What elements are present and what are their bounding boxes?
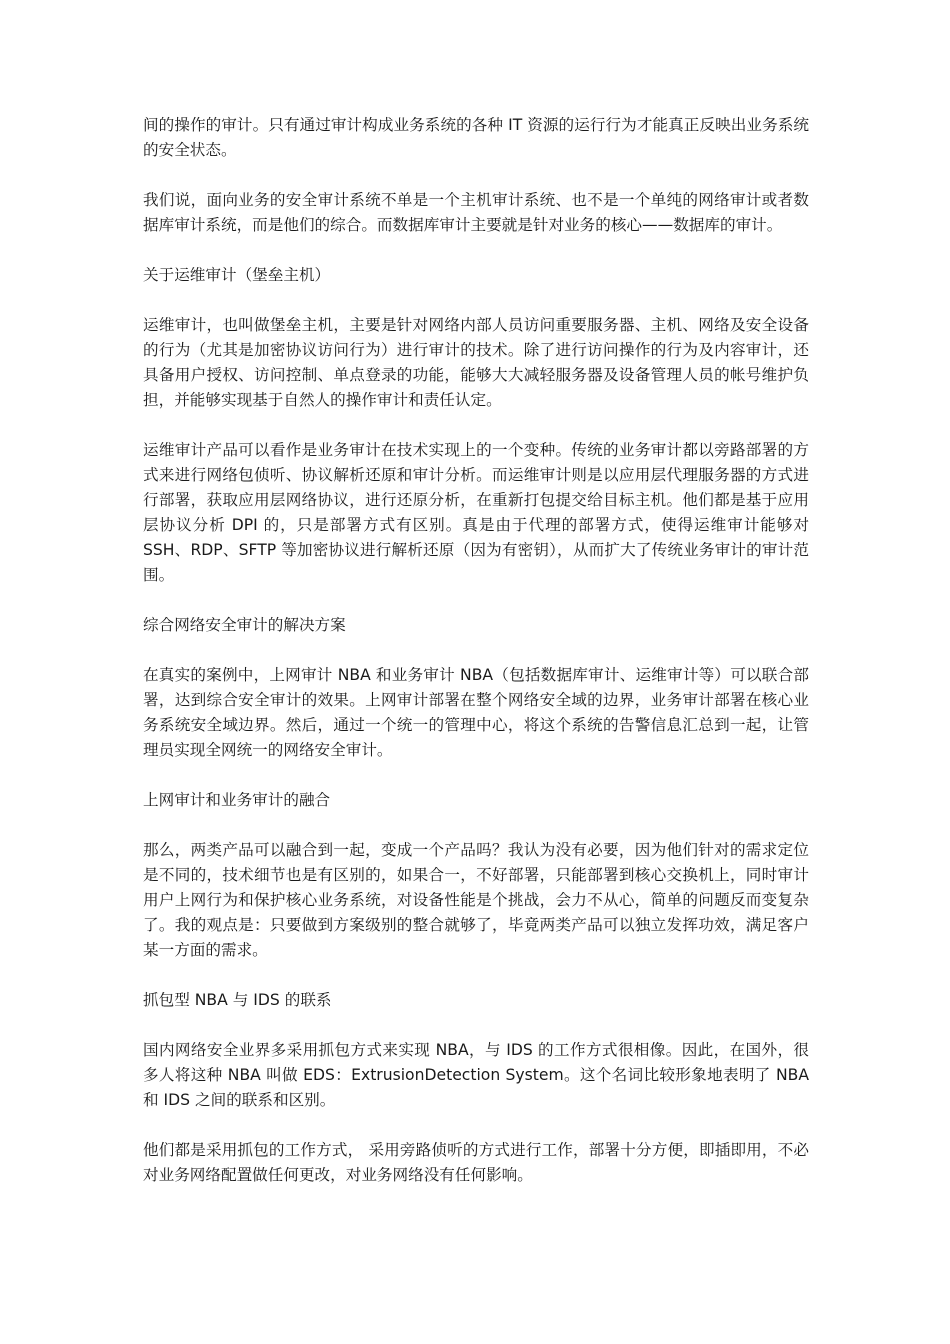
paragraph-nba-ids-relation: 国内网络安全业界多采用抓包方式来实现 NBA，与 IDS 的工作方式很相像。因此，在国外，很多人将这种 NBA 叫做 EDS：ExtrusionDetection System。这个名词比较形象地表明了 NBA 和 IDS 之间的联系和区别。 — [143, 1041, 809, 1109]
section-heading-fusion: 上网审计和业务审计的融合 — [143, 791, 331, 809]
section-heading-nba-ids: 抓包型 NBA 与 IDS 的联系 — [143, 991, 332, 1009]
paragraph-bypass-deployment: 他们都是采用抓包的工作方式， 采用旁路侦听的方式进行工作，部署十分方便，即插即用，不必对业务网络配置做任何更改，对业务网络没有任何影响。 — [143, 1141, 809, 1184]
section-heading-solution: 综合网络安全审计的解决方案 — [143, 616, 346, 634]
paragraph-business-audit-system: 我们说，面向业务的安全审计系统不单是一个主机审计系统、也不是一个单纯的网络审计或者数据库审计系统，而是他们的综合。而数据库审计主要就是针对业务的核心——数据库的审计。 — [143, 191, 809, 234]
section-heading-ops-audit: 关于运维审计（堡垒主机） — [143, 266, 331, 284]
paragraph-fusion-opinion: 那么，两类产品可以融合到一起，变成一个产品吗？我认为没有必要，因为他们针对的需求定位是不同的，技术细节也是有区别的，如果合一，不好部署，只能部署到核心交换机上，同时审计用户上网行为和保护核心业务系统，对设备性能是个挑战，会力不从心，简单的问题反而变复杂了。我的观点是：只要做到方案级别的整合就够了，毕竟两类产品可以独立发挥功效，满足客户某一方面的需求。 — [143, 841, 809, 959]
document-page — [143, 113, 809, 1213]
paragraph-audit-it-resources: 间的操作的审计。只有通过审计构成业务系统的各种 IT 资源的运行行为才能真正反映出业务系统的安全状态。 — [143, 116, 809, 159]
paragraph-ops-audit-variant: 运维审计产品可以看作是业务审计在技术实现上的一个变种。传统的业务审计都以旁路部署的方式来进行网络包侦听、协议解析还原和审计分析。而运维审计则是以应用层代理服务器的方式进行部署，获取应用层网络协议，进行还原分析，在重新打包提交给目标主机。他们都是基于应用层协议分析 DPI 的，只是部署方式有区别。真是由于代理的部署方式，使得运维审计能够对 SSH、RDP、SFTP 等加密协议进行解析还原（因为有密钥），从而扩大了传统业务审计的审计范围。 — [143, 441, 809, 584]
paragraph-ops-audit-definition: 运维审计，也叫做堡垒主机，主要是针对网络内部人员访问重要服务器、主机、网络及安全设备的行为（尤其是加密协议访问行为）进行审计的技术。除了进行访问操作的行为及内容审计，还具备用户授权、访问控制、单点登录的功能，能够大大减轻服务器及设备管理人员的帐号维护负担，并能够实现基于自然人的操作审计和责任认定。 — [143, 316, 809, 409]
paragraph-joint-deployment: 在真实的案例中，上网审计 NBA 和业务审计 NBA（包括数据库审计、运维审计等）可以联合部署，达到综合安全审计的效果。上网审计部署在整个网络安全域的边界，业务审计部署在核心业务系统安全域边界。然后，通过一个统一的管理中心，将这个系统的告警信息汇总到一起，让管理员实现全网统一的网络安全审计。 — [143, 666, 809, 759]
